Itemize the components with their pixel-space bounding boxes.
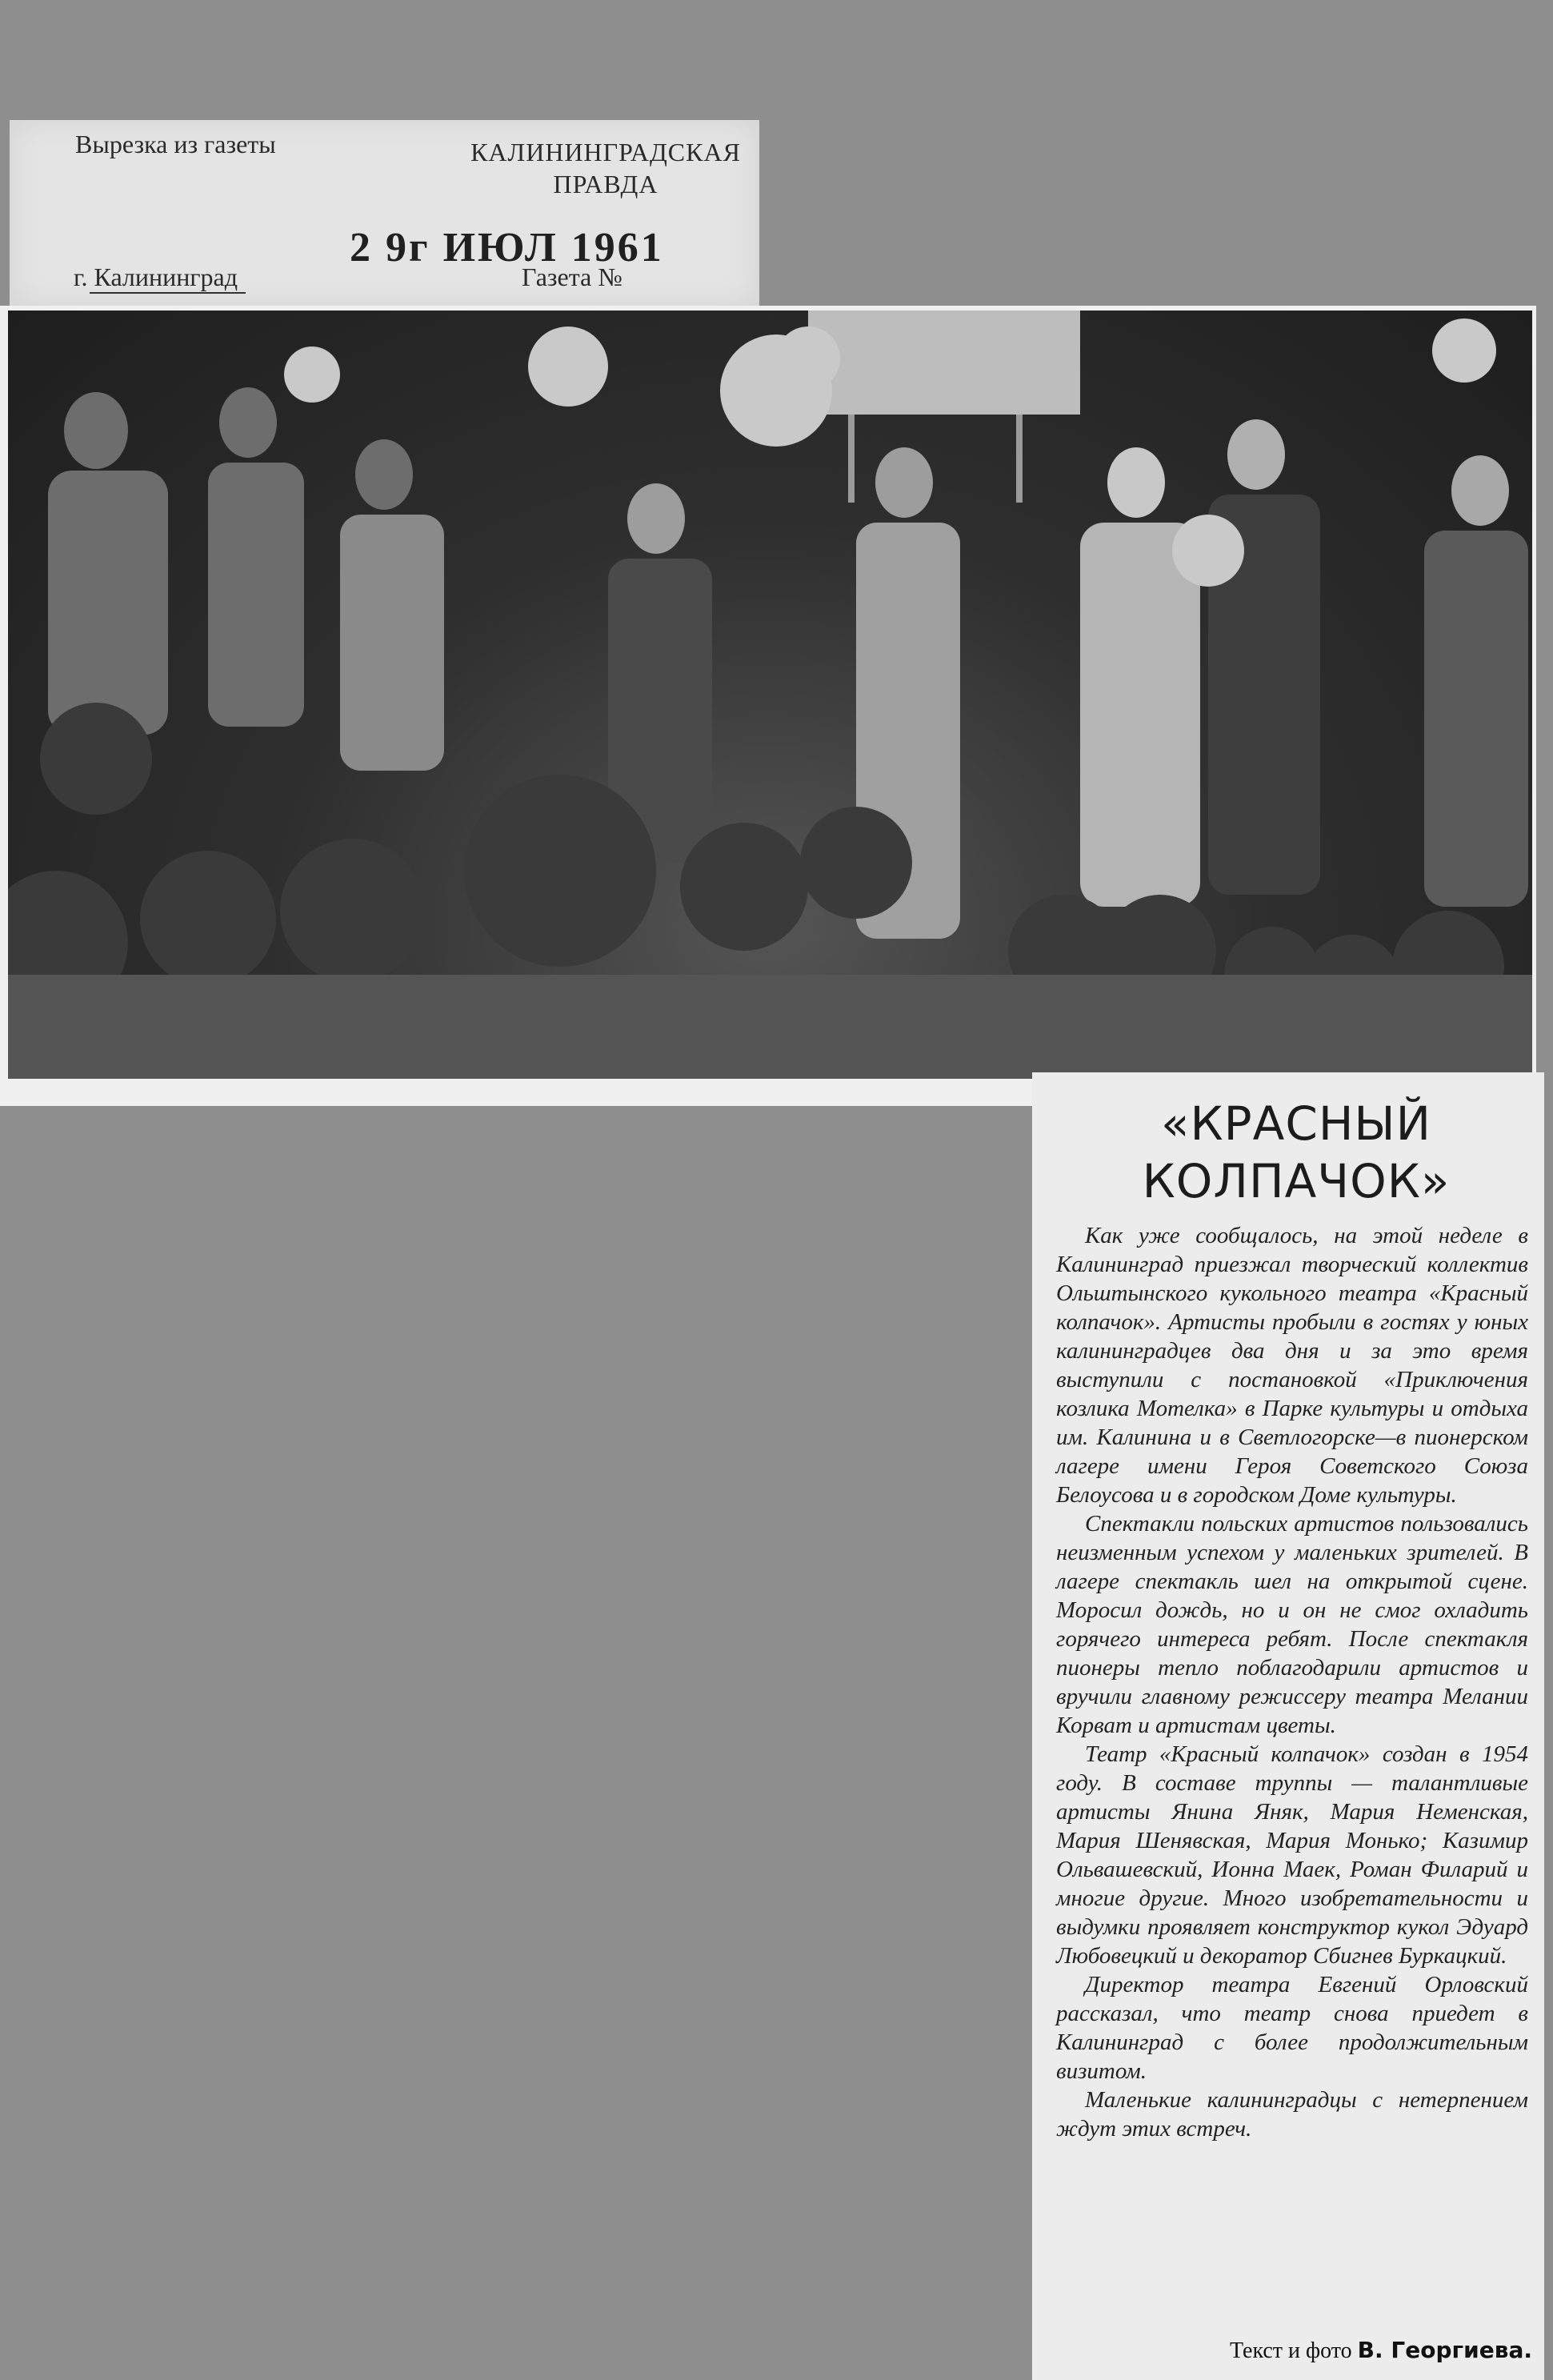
article-paragraph: Маленькие калининградцы с нетерпением ждут этих встреч. — [1056, 2087, 1528, 2142]
city-label: г. Калининград — [74, 262, 238, 291]
credit-prefix: Текст и фото — [1230, 2338, 1358, 2363]
date-stamp: 2 9г ИЮЛ 1961 — [350, 225, 664, 270]
newspaper-name: КАЛИНИНГРАДСКАЯ ПРАВДА — [470, 138, 741, 198]
article-paragraph: Директор театра Евгений Орловский рассказал, что театр снова приедет в Калининград с более продолжительным визитом. — [1056, 1972, 1528, 2084]
crowd-photo — [8, 311, 1532, 1079]
article-credit — [1056, 2337, 1532, 2364]
crowd-photo-drawing — [8, 311, 1532, 1079]
photo-frame — [0, 306, 1536, 1106]
article — [1032, 1072, 1544, 2380]
article-headline: «КРАСНЫЙ КОЛПАЧОК» — [1142, 1096, 1451, 1208]
clipping-source: Вырезка из газеты — [75, 130, 276, 158]
clipping-label — [10, 120, 759, 307]
article-paragraph: Спектакли польских артистов пользовались неизменным успехом у маленьких зрителей. В лагере спектакль шел на открытой сцене. Моросил дождь, но и он не смог охладить горячего интереса ребят. После спектакля пионеры тепло поблагодарили артистов и вручили главному режиссеру театра Мелании Корват и артистам цветы. — [1056, 1511, 1528, 1738]
credit-author: В. Георгиева. — [1357, 2337, 1532, 2363]
article-paragraph: Как уже сообщалось, на этой неделе в Калининград приезжал творческий коллектив Ольштынского кукольного театра «Красный колпачок». Артисты пробыли в гостях у юных калининградцев два дня и за это время выступили с постановкой «Приключения козлика Мотелка» в Парке культуры и отдыха им. Калинина и в Светлогорске—в пионерском лагере имени Героя Советского Союза Белоусова и в городском Доме культуры. — [1056, 1223, 1528, 1508]
article-body — [1056, 1221, 1528, 2143]
gazeta-number-label: Газета № — [522, 262, 622, 291]
article-paragraph: Театр «Красный колпачок» создан в 1954 году. В составе труппы — талантливые артисты Янина Яняк, Мария Неменская, Мария Шенявская, Мария Монько; Казимир Ольвашевский, Ионна Маек, Роман Филарий и многие другие. Много изобретательности и выдумки проявляет конструктор кукол Эдуард Любовецкий и декоратор Сбигнев Буркацкий. — [1056, 1741, 1528, 1969]
